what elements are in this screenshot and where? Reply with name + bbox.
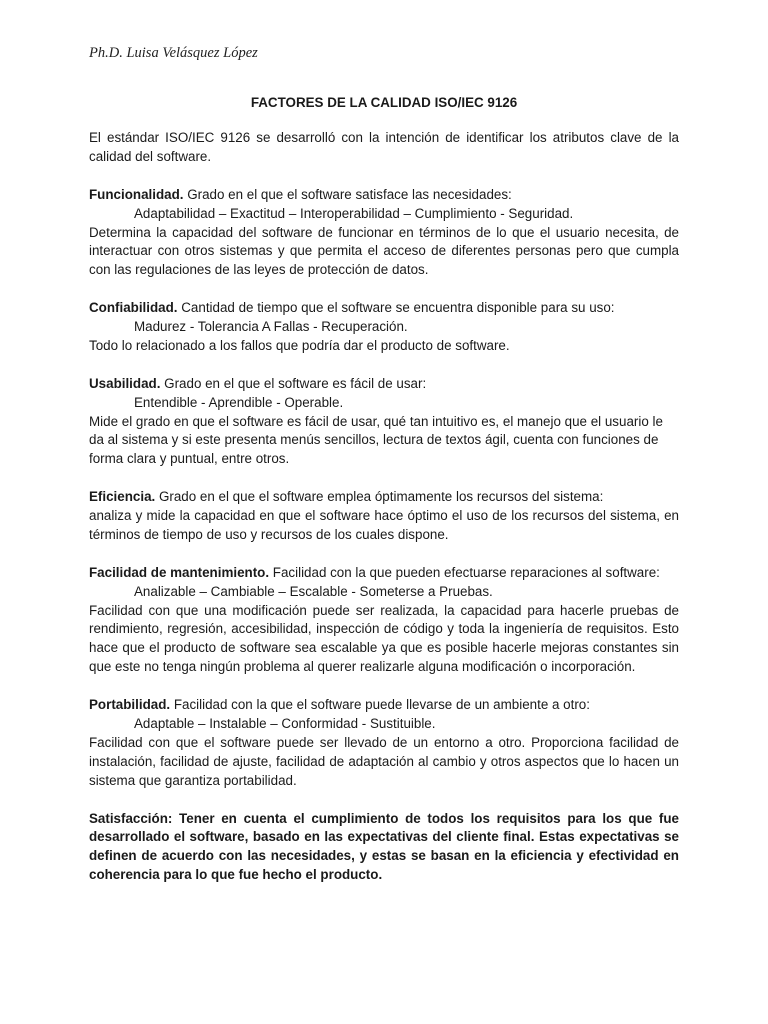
section-funcionalidad xyxy=(89,186,679,281)
section-subfactors: Entendible - Aprendible - Operable. xyxy=(134,394,344,410)
document-title: FACTORES DE LA CALIDAD ISO/IEC 9126 xyxy=(250,95,518,110)
section-definition-line xyxy=(89,375,679,394)
section-eficiencia xyxy=(89,488,679,545)
intro-paragraph: El estándar ISO/IEC 9126 se desarrolló con la intención de identificar los atributos clave de la calidad del software. xyxy=(89,130,679,164)
section-definition-line xyxy=(89,299,679,318)
section-description: analiza y mide la capacidad en que el software hace óptimo el uso de los recursos del sistema, en términos de tiempo de uso y recursos de los cuales dispone. xyxy=(89,508,679,542)
section-subfactors: Adaptabilidad – Exactitud – Interoperabilidad – Cumplimiento - Seguridad. xyxy=(134,205,574,221)
section-definition: Grado en el que el software emplea óptimamente los recursos del sistema: xyxy=(158,489,604,505)
section-definition-line xyxy=(89,696,679,715)
section-heading: Eficiencia. xyxy=(89,489,156,505)
section-definition-line xyxy=(89,488,679,507)
section-heading: Funcionalidad. xyxy=(89,186,184,202)
section-heading: Confiabilidad. xyxy=(89,300,178,316)
section-confiabilidad xyxy=(89,299,679,356)
section-definition: Cantidad de tiempo que el software se encuentra disponible para su uso: xyxy=(181,300,615,316)
section-description: Todo lo relacionado a los fallos que podría dar el producto de software. xyxy=(89,337,510,353)
section-subfactors: Analizable – Cambiable – Escalable - Someterse a Pruebas. xyxy=(134,583,493,599)
section-mantenimiento xyxy=(89,564,679,677)
section-subfactors: Adaptable – Instalable – Conformidad - Sustituible. xyxy=(134,716,436,731)
section-usabilidad xyxy=(89,375,679,470)
section-definition: Facilidad con la que el software puede llevarse de un ambiente a otro: xyxy=(173,697,590,713)
section-definition-line xyxy=(89,186,679,205)
section-heading: Usabilidad. xyxy=(89,375,161,391)
section-description: Facilidad con que el software puede ser llevado de un entorno a otro. Proporciona facilidad de instalación, facilidad de ajuste, facilidad de adaptación al cambio y otros aspectos que lo hacen un sistema que garantiza portabilidad. xyxy=(89,734,679,788)
section-definition-line xyxy=(89,564,679,583)
section-portabilidad xyxy=(89,696,679,791)
document-body xyxy=(89,129,679,885)
section-description: Determina la capacidad del software de funcionar en términos de lo que el usuario necesita, de interactuar con otros sistemas y que permita el acceso de diferentes personas pero que cumpla con las regulaciones de las leyes de protección de datos. xyxy=(89,224,679,278)
section-satisfaccion xyxy=(89,810,679,886)
section-definition: Grado en el que el software satisface las necesidades: xyxy=(187,186,512,202)
section-description: Facilidad con que una modificación puede ser realizada, la capacidad para hacerle pruebas de rendimiento, regresión, accesibilidad, inspección de código y toda la ingeniería de requisitos. Esto hace que el producto de software sea escalable ya que es posible hacerle mejoras constantes sin que este no tenga ningún problema al querer realizarle alguna modificación o incorporación. xyxy=(89,602,679,675)
satisfaction-paragraph: Satisfacción: Tener en cuenta el cumplimiento de todos los requisitos para los que fue desarrollado el software, basado en las expectativas del cliente final. Estas expectativas se definen de acuerdo con las necesidades, y estas se basan en la eficiencia y efectividad en coherencia para lo que fue hecho el producto. xyxy=(89,810,679,883)
author-header: Ph.D. Luisa Velásquez López xyxy=(89,45,258,61)
section-heading: Facilidad de mantenimiento. xyxy=(89,564,270,580)
section-heading: Portabilidad. xyxy=(89,697,171,713)
section-description: Mide el grado en que el software es fácil de usar, qué tan intuitivo es, el manejo que el usuario le da al sistema y si este presenta menús sencillos, lectura de textos ágil, cuenta con funciones de forma clara y puntual, entre otros. xyxy=(89,413,663,467)
section-subfactors: Madurez - Tolerancia A Fallas - Recuperación. xyxy=(134,319,408,335)
section-definition: Grado en el que el software es fácil de usar: xyxy=(164,375,427,391)
section-definition: Facilidad con la que pueden efectuarse reparaciones al software: xyxy=(272,564,660,580)
